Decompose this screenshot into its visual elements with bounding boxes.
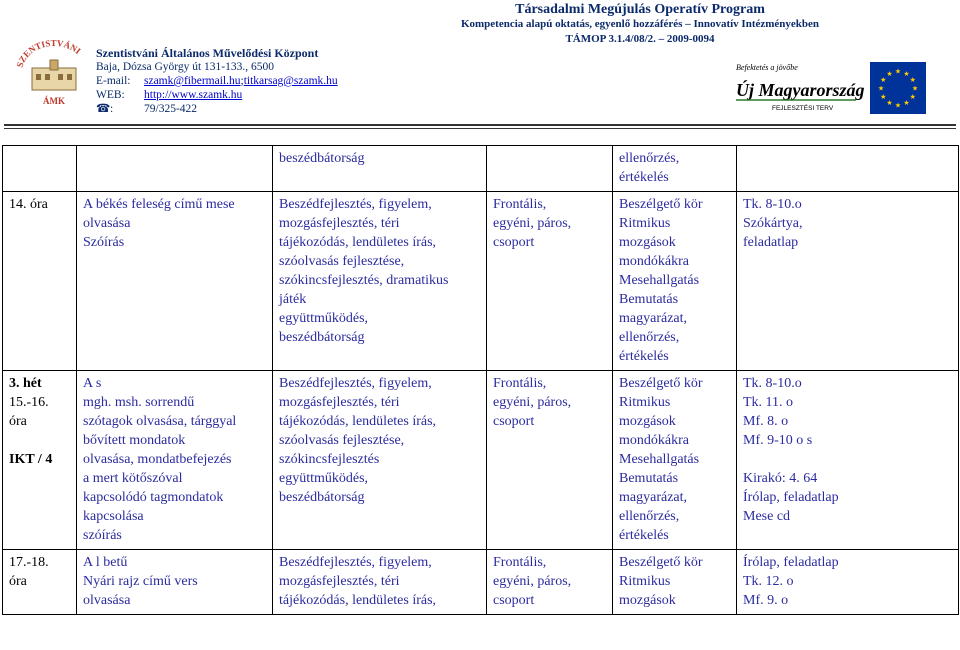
cell-line: mozgások xyxy=(619,235,676,250)
cell-line: Beszélgető kör xyxy=(619,376,703,391)
cell-line: Mf. 9. o xyxy=(743,593,789,608)
cell-line: egyéni, páros, xyxy=(493,216,572,231)
cell-line: Frontális, xyxy=(493,555,547,570)
web-link[interactable]: http://www.szamk.hu xyxy=(144,89,243,101)
eu-star-icon: ★ xyxy=(909,93,916,101)
ikt-label: IKT / 4 xyxy=(9,452,53,467)
cell-line: Tk. 8-10.o xyxy=(743,376,802,391)
cell-line: Beszédfejlesztés, figyelem, xyxy=(279,555,432,570)
cell-line: Beszédfejlesztés, figyelem, xyxy=(279,197,432,212)
school-logo xyxy=(14,38,94,108)
cell-line: szókincsfejlesztés, dramatikus xyxy=(279,273,449,288)
cell-line: Szókártya, xyxy=(743,216,803,231)
cell-line: egyéni, páros, xyxy=(493,395,572,410)
cell-line: mozgásfejlesztés, téri xyxy=(279,574,400,589)
cell-line: Nyári rajz című vers xyxy=(83,574,198,589)
hour-cell xyxy=(3,371,77,550)
cell-line: szóírás xyxy=(83,528,122,543)
email-row xyxy=(96,74,338,88)
topic-cell xyxy=(77,550,273,615)
table-row xyxy=(3,146,959,192)
work-form-cell xyxy=(487,371,613,550)
header-divider-thin xyxy=(4,128,956,129)
work-form-cell xyxy=(487,146,613,192)
cell-line: Bemutatás xyxy=(619,471,679,486)
eu-star-icon: ★ xyxy=(877,84,885,93)
tools-cell xyxy=(737,550,959,615)
svg-text:ÁMK: ÁMK xyxy=(43,96,65,106)
svg-text:Befektetés a jövőbe: Befektetés a jövőbe xyxy=(736,63,798,72)
eu-star-icon: ★ xyxy=(880,76,887,84)
cell-line: tájékozódás, lendületes írás, xyxy=(279,593,437,608)
cell-line: Mese cd xyxy=(743,509,791,524)
header-divider xyxy=(4,124,956,126)
cell-line: 15.-16. xyxy=(9,395,49,410)
eu-star-icon: ★ xyxy=(886,69,893,78)
cell-line: Frontális, xyxy=(493,376,547,391)
cell-line: értékelés xyxy=(619,528,669,543)
cell-line xyxy=(743,450,952,469)
cell-line: Beszélgető kör xyxy=(619,555,703,570)
cell-line: kapcsolása xyxy=(83,509,144,524)
cell-line: mgh. msh. sorrendű xyxy=(83,395,195,410)
cell-line: együttműködés, xyxy=(279,471,369,486)
cell-line: csoport xyxy=(493,593,535,608)
cell-line: magyarázat, xyxy=(619,490,688,505)
cell-line: A l betű xyxy=(83,555,128,570)
cell-line: a mert kötőszóval xyxy=(83,471,183,486)
eu-star-icon: ★ xyxy=(894,67,902,76)
cell-line: egyéni, páros, xyxy=(493,574,572,589)
cell-line: Bemutatás xyxy=(619,292,679,307)
cell-line: mozgásfejlesztés, téri xyxy=(279,395,400,410)
cell-line: óra xyxy=(9,414,27,429)
institution-name: Szentistváni Általános Művelődési Központ xyxy=(96,46,319,60)
page-header xyxy=(300,2,960,47)
institution-info xyxy=(96,46,338,116)
lesson-plan-table xyxy=(2,145,959,615)
cell-line: szóolvasás fejlesztése, xyxy=(279,433,405,448)
cell-line: értékelés xyxy=(619,349,669,364)
email-link[interactable]: szamk@fibermail.hu xyxy=(144,75,241,87)
web-row xyxy=(96,88,338,102)
cell-line: Mf. 9-10 o s xyxy=(743,433,813,448)
cell-line: Beszédfejlesztés, figyelem, xyxy=(279,376,432,391)
work-form-cell xyxy=(487,192,613,371)
work-form-cell xyxy=(487,550,613,615)
web-label: WEB: xyxy=(96,89,125,101)
cell-line: olvasása xyxy=(83,216,131,231)
tools-cell xyxy=(737,371,959,550)
cell-line: Kirakó: 4. 64 xyxy=(743,471,818,486)
eu-star-icon: ★ xyxy=(903,69,910,78)
cell-line: Írólap, feladatlap xyxy=(743,490,839,505)
cell-line: ellenőrzés, xyxy=(619,509,680,524)
cell-line: olvasása, mondatbefejezés xyxy=(83,452,232,467)
cell-line: Szóírás xyxy=(83,235,125,250)
cell-line: beszédbátorság xyxy=(279,330,365,345)
cell-line: bővített mondatok xyxy=(83,433,186,448)
eu-star-icon: ★ xyxy=(909,76,916,84)
method-cell xyxy=(613,371,737,550)
cell-line: együttműködés, xyxy=(279,311,369,326)
hour-cell xyxy=(3,192,77,371)
eu-star-icon: ★ xyxy=(911,84,919,93)
svg-text:Új Magyarország: Új Magyarország xyxy=(736,80,865,100)
cell-line: értékelés xyxy=(619,170,669,185)
email-label: E-mail: xyxy=(96,75,131,87)
hour-cell xyxy=(3,550,77,615)
cell-line: Írólap, feladatlap xyxy=(743,555,839,570)
development-cell xyxy=(273,192,487,371)
cell-line: játék xyxy=(279,292,307,307)
cell-line: óra xyxy=(9,574,27,589)
eu-star-icon: ★ xyxy=(894,101,902,110)
hour-cell xyxy=(3,146,77,192)
email-link-secretary[interactable]: titkarsag@szamk.hu xyxy=(243,75,338,87)
cell-line: beszédbátorság xyxy=(279,490,365,505)
cell-line: tájékozódás, lendületes írás, xyxy=(279,235,437,250)
program-subtitle: Kompetencia alapú oktatás, egyenlő hozzáférés – Innovatív Intézményekben xyxy=(460,18,820,30)
development-cell xyxy=(273,550,487,615)
cell-line: szóolvasás fejlesztése, xyxy=(279,254,405,269)
cell-line: mondókákra xyxy=(619,433,689,448)
email-separator: ; xyxy=(240,75,244,87)
phone-row xyxy=(96,102,338,116)
cell-line: Ritmikus xyxy=(619,216,671,231)
development-cell xyxy=(273,371,487,550)
table-row xyxy=(3,550,959,615)
cell-line: Tk. 11. o xyxy=(743,395,794,410)
topic-cell xyxy=(77,371,273,550)
cell-line: Frontális, xyxy=(493,197,547,212)
cell-line: Mf. 8. o xyxy=(743,414,789,429)
cell-line: feladatlap xyxy=(743,235,799,250)
cell-line: 14. óra xyxy=(9,197,48,212)
uj-magyarorszag-logo xyxy=(732,58,928,118)
cell-line: kapcsolódó tagmondatok xyxy=(83,490,224,505)
cell-line: szótagok olvasása, tárggyal xyxy=(83,414,237,429)
cell-line: ellenőrzés, xyxy=(619,151,680,166)
cell-line: Ritmikus xyxy=(619,574,671,589)
cell-line: mozgások xyxy=(619,593,676,608)
tools-cell xyxy=(737,146,959,192)
svg-text:FEJLESZTÉSI TERV: FEJLESZTÉSI TERV xyxy=(772,105,834,112)
cell-line: A békés feleség című mese xyxy=(83,197,235,212)
week-label: 3. hét xyxy=(9,376,42,391)
topic-cell xyxy=(77,192,273,371)
cell-line: mozgások xyxy=(619,414,676,429)
eu-star-icon: ★ xyxy=(886,99,893,108)
method-cell xyxy=(613,550,737,615)
cell-line: mozgásfejlesztés, téri xyxy=(279,216,400,231)
cell-line: Mesehallgatás xyxy=(619,452,700,467)
cell-line: beszédbátorság xyxy=(279,151,365,166)
table-row xyxy=(3,371,959,550)
cell-line: Ritmikus xyxy=(619,395,671,410)
development-cell xyxy=(273,146,487,192)
cell-line: magyarázat, xyxy=(619,311,688,326)
svg-text:SZENTISTVÁNI: SZENTISTVÁNI xyxy=(14,38,83,69)
cell-line: csoport xyxy=(493,414,535,429)
cell-line: mondókákra xyxy=(619,254,689,269)
cell-line: Tk. 8-10.o xyxy=(743,197,802,212)
eu-star-icon: ★ xyxy=(880,93,887,101)
cell-line: tájékozódás, lendületes írás, xyxy=(279,414,437,429)
cell-line: csoport xyxy=(493,235,535,250)
institution-address: Baja, Dózsa György út 131-133., 6500 xyxy=(96,61,275,73)
method-cell xyxy=(613,192,737,371)
table-row xyxy=(3,192,959,371)
program-code: TÁMOP 3.1.4/08/2. – 2009-0094 xyxy=(565,33,715,45)
cell-line: A s xyxy=(83,376,102,391)
phone-label: : xyxy=(110,103,114,115)
tools-cell xyxy=(737,192,959,371)
cell-line: 17.-18. xyxy=(9,555,49,570)
cell-line: Beszélgető kör xyxy=(619,197,703,212)
topic-cell xyxy=(77,146,273,192)
cell-line: Mesehallgatás xyxy=(619,273,700,288)
cell-line: Tk. 12. o xyxy=(743,574,794,589)
method-cell xyxy=(613,146,737,192)
cell-line: olvasása xyxy=(83,593,131,608)
program-title: Társadalmi Megújulás Operatív Program xyxy=(515,2,765,17)
phone-number: 79/325-422 xyxy=(144,103,198,115)
cell-line: szókincsfejlesztés xyxy=(279,452,380,467)
phone-icon: ☎ xyxy=(96,103,111,115)
cell-line: ellenőrzés, xyxy=(619,330,680,345)
eu-star-icon: ★ xyxy=(903,99,910,108)
